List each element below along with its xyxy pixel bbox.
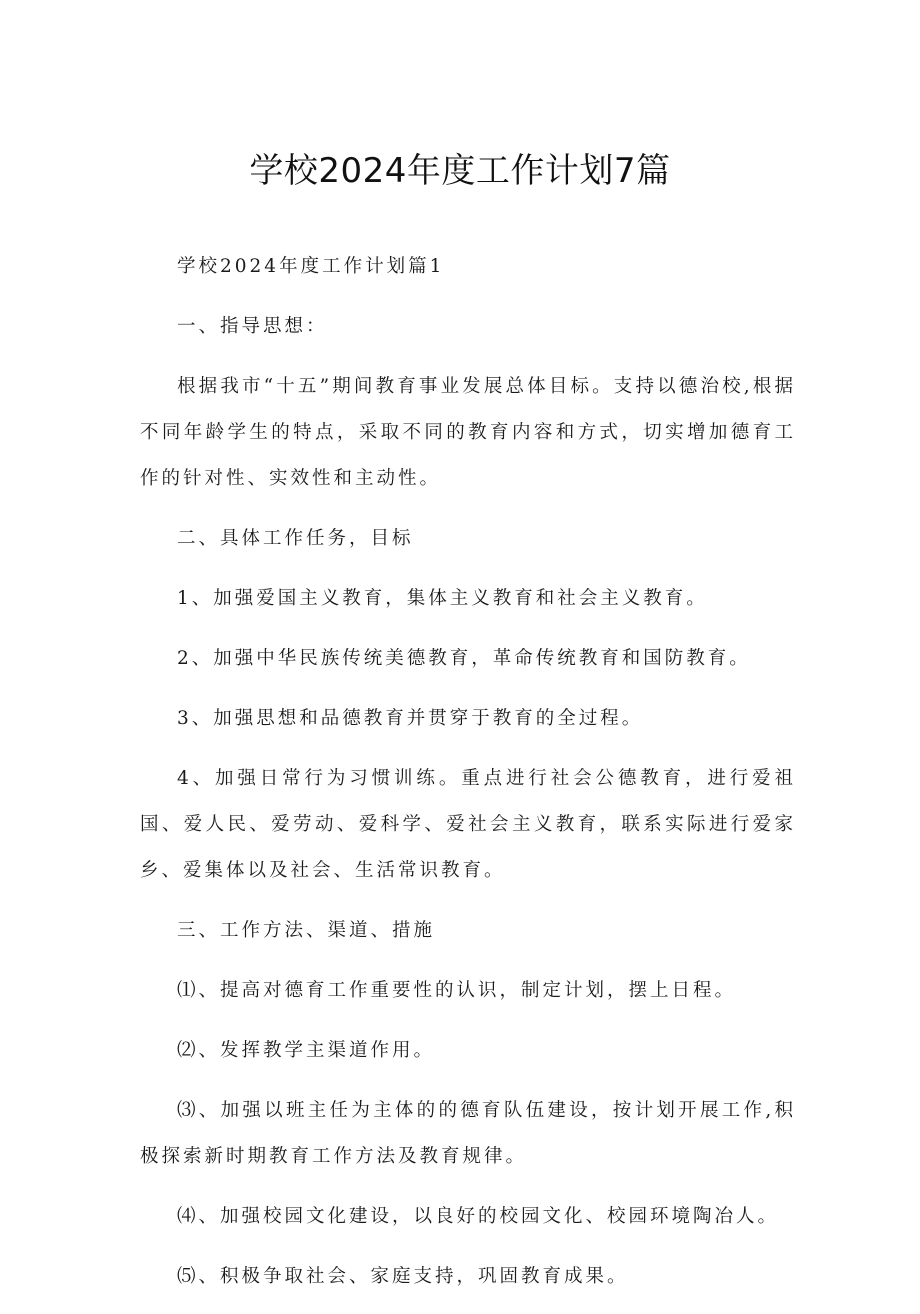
paragraph: 二、具体工作任务，目标 bbox=[177, 528, 414, 549]
list-item: ⑴、提高对德育工作重要性的认识，制定计划，摆上日程。 bbox=[177, 980, 737, 1001]
paragraph: 一、指导思想： bbox=[177, 316, 328, 337]
list-item: 2、加强中华民族传统美德教育，革命传统教育和国防教育。 bbox=[177, 648, 751, 669]
paragraph: 根据我市“十五”期间教育事业发展总体目标。支持以德治校,根据不同年龄学生的特点，采取不同的教育内容和方式，切实增加德育工作的针对性、实效性和主动性。 bbox=[140, 376, 796, 489]
paragraph: 三、工作方法、渠道、措施 bbox=[177, 920, 436, 941]
document-title: 学校2024年度工作计划7篇 bbox=[249, 151, 671, 191]
list-item: ⑷、加强校园文化建设，以良好的校园文化、校园环境陶冶人。 bbox=[177, 1206, 780, 1227]
list-item: ⑶、加强以班主任为主体的的德育队伍建设，按计划开展工作,积极探索新时期教育工作方法及教育规律。 bbox=[140, 1100, 796, 1167]
list-item: 1、加强爱国主义教育，集体主义教育和社会主义教育。 bbox=[177, 588, 708, 609]
list-item: 4、加强日常行为习惯训练。重点进行社会公德教育，进行爱祖国、爱人民、爱劳动、爱科学、爱社会主义教育，联系实际进行爱家乡、爱集体以及社会、生活常识教育。 bbox=[140, 768, 796, 881]
list-item: ⑸、积极争取社会、家庭支持，巩固教育成果。 bbox=[177, 1266, 629, 1287]
document-body bbox=[140, 244, 796, 1314]
list-item: 3、加强思想和品德教育并贯穿于教育的全过程。 bbox=[177, 708, 644, 729]
section-heading: 学校2024年度工作计划篇1 bbox=[177, 256, 445, 277]
list-item: ⑵、发挥教学主渠道作用。 bbox=[177, 1040, 436, 1061]
